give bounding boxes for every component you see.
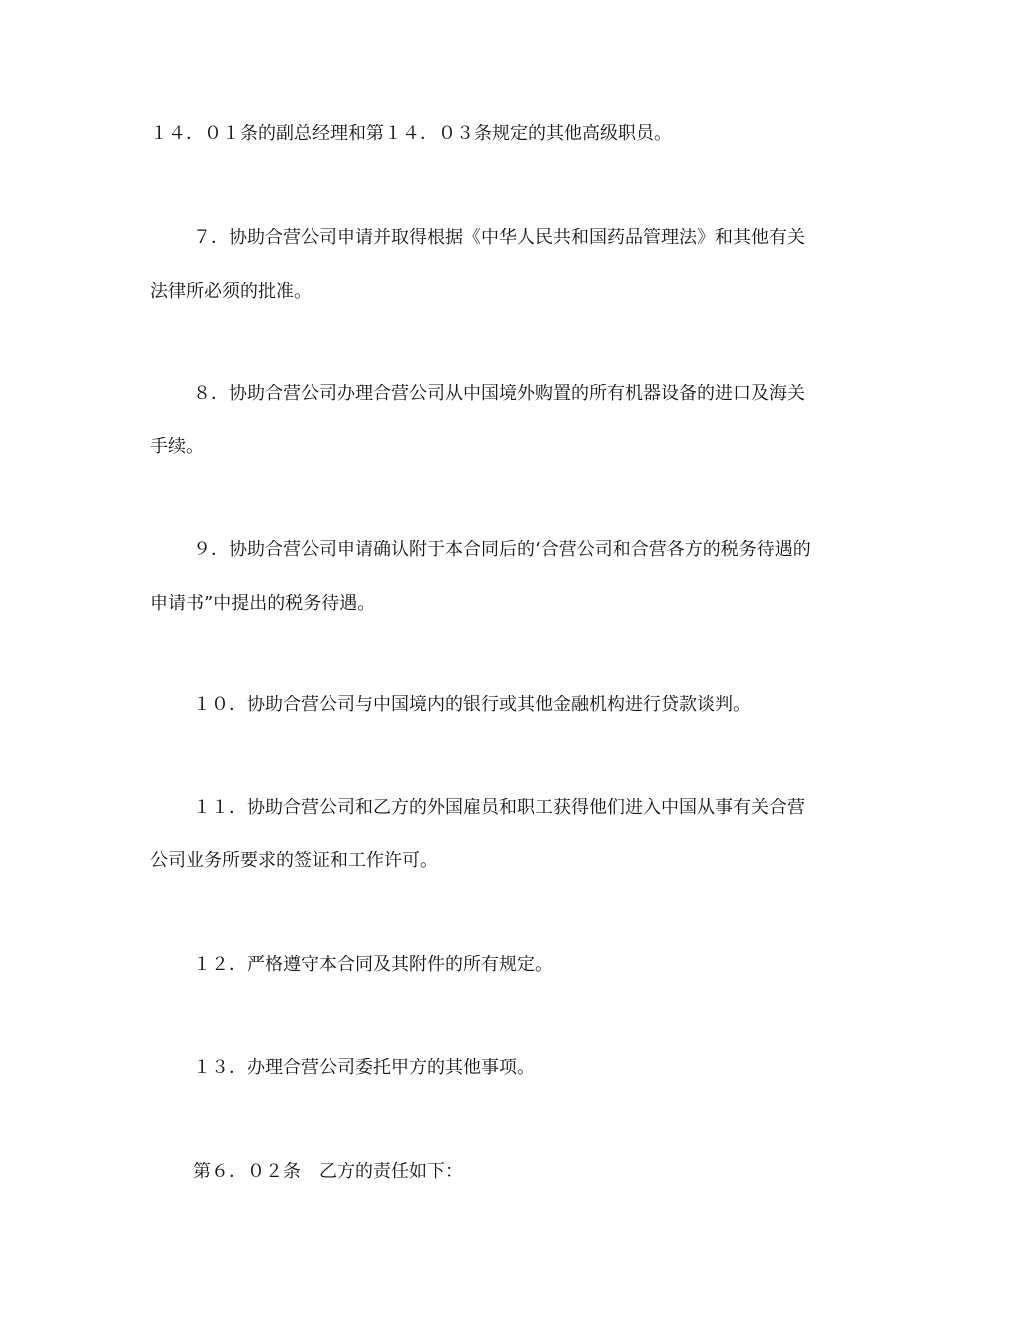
item-11-line-2: 公司业务所要求的签证和工作许可。 — [150, 851, 438, 871]
item-13-line: １３．办理合营公司委托甲方的其他事项。 — [193, 1058, 535, 1078]
item-12-line: １２．严格遵守本合同及其附件的所有规定。 — [193, 955, 553, 975]
item-11-line-1: １１．协助合营公司和乙方的外国雇员和职工获得他们进入中国从事有关合营 — [193, 798, 805, 818]
item-9-line-2: 申请书”中提出的税务待遇。 — [150, 594, 376, 614]
item-7-line-1: ７．协助合营公司申请并取得根据《中华人民共和国药品管理法》和其他有关 — [193, 228, 805, 248]
item-10-line: １０．协助合营公司与中国境内的银行或其他金融机构进行贷款谈判。 — [193, 695, 751, 715]
article-heading: 第６．０２条 乙方的责任如下： — [193, 1162, 463, 1182]
item-9-line-1: ９．协助合营公司申请确认附于本合同后的‘合营公司和合营各方的税务待遇的 — [193, 540, 811, 560]
text-line: １４．０１条的副总经理和第１４．０３条规定的其他高级职员。 — [150, 124, 672, 144]
item-7-line-2: 法律所必须的批准。 — [150, 282, 312, 302]
item-8-line-2: 手续。 — [150, 437, 204, 457]
item-8-line-1: ８．协助合营公司办理合营公司从中国境外购置的所有机器设备的进口及海关 — [193, 384, 805, 404]
